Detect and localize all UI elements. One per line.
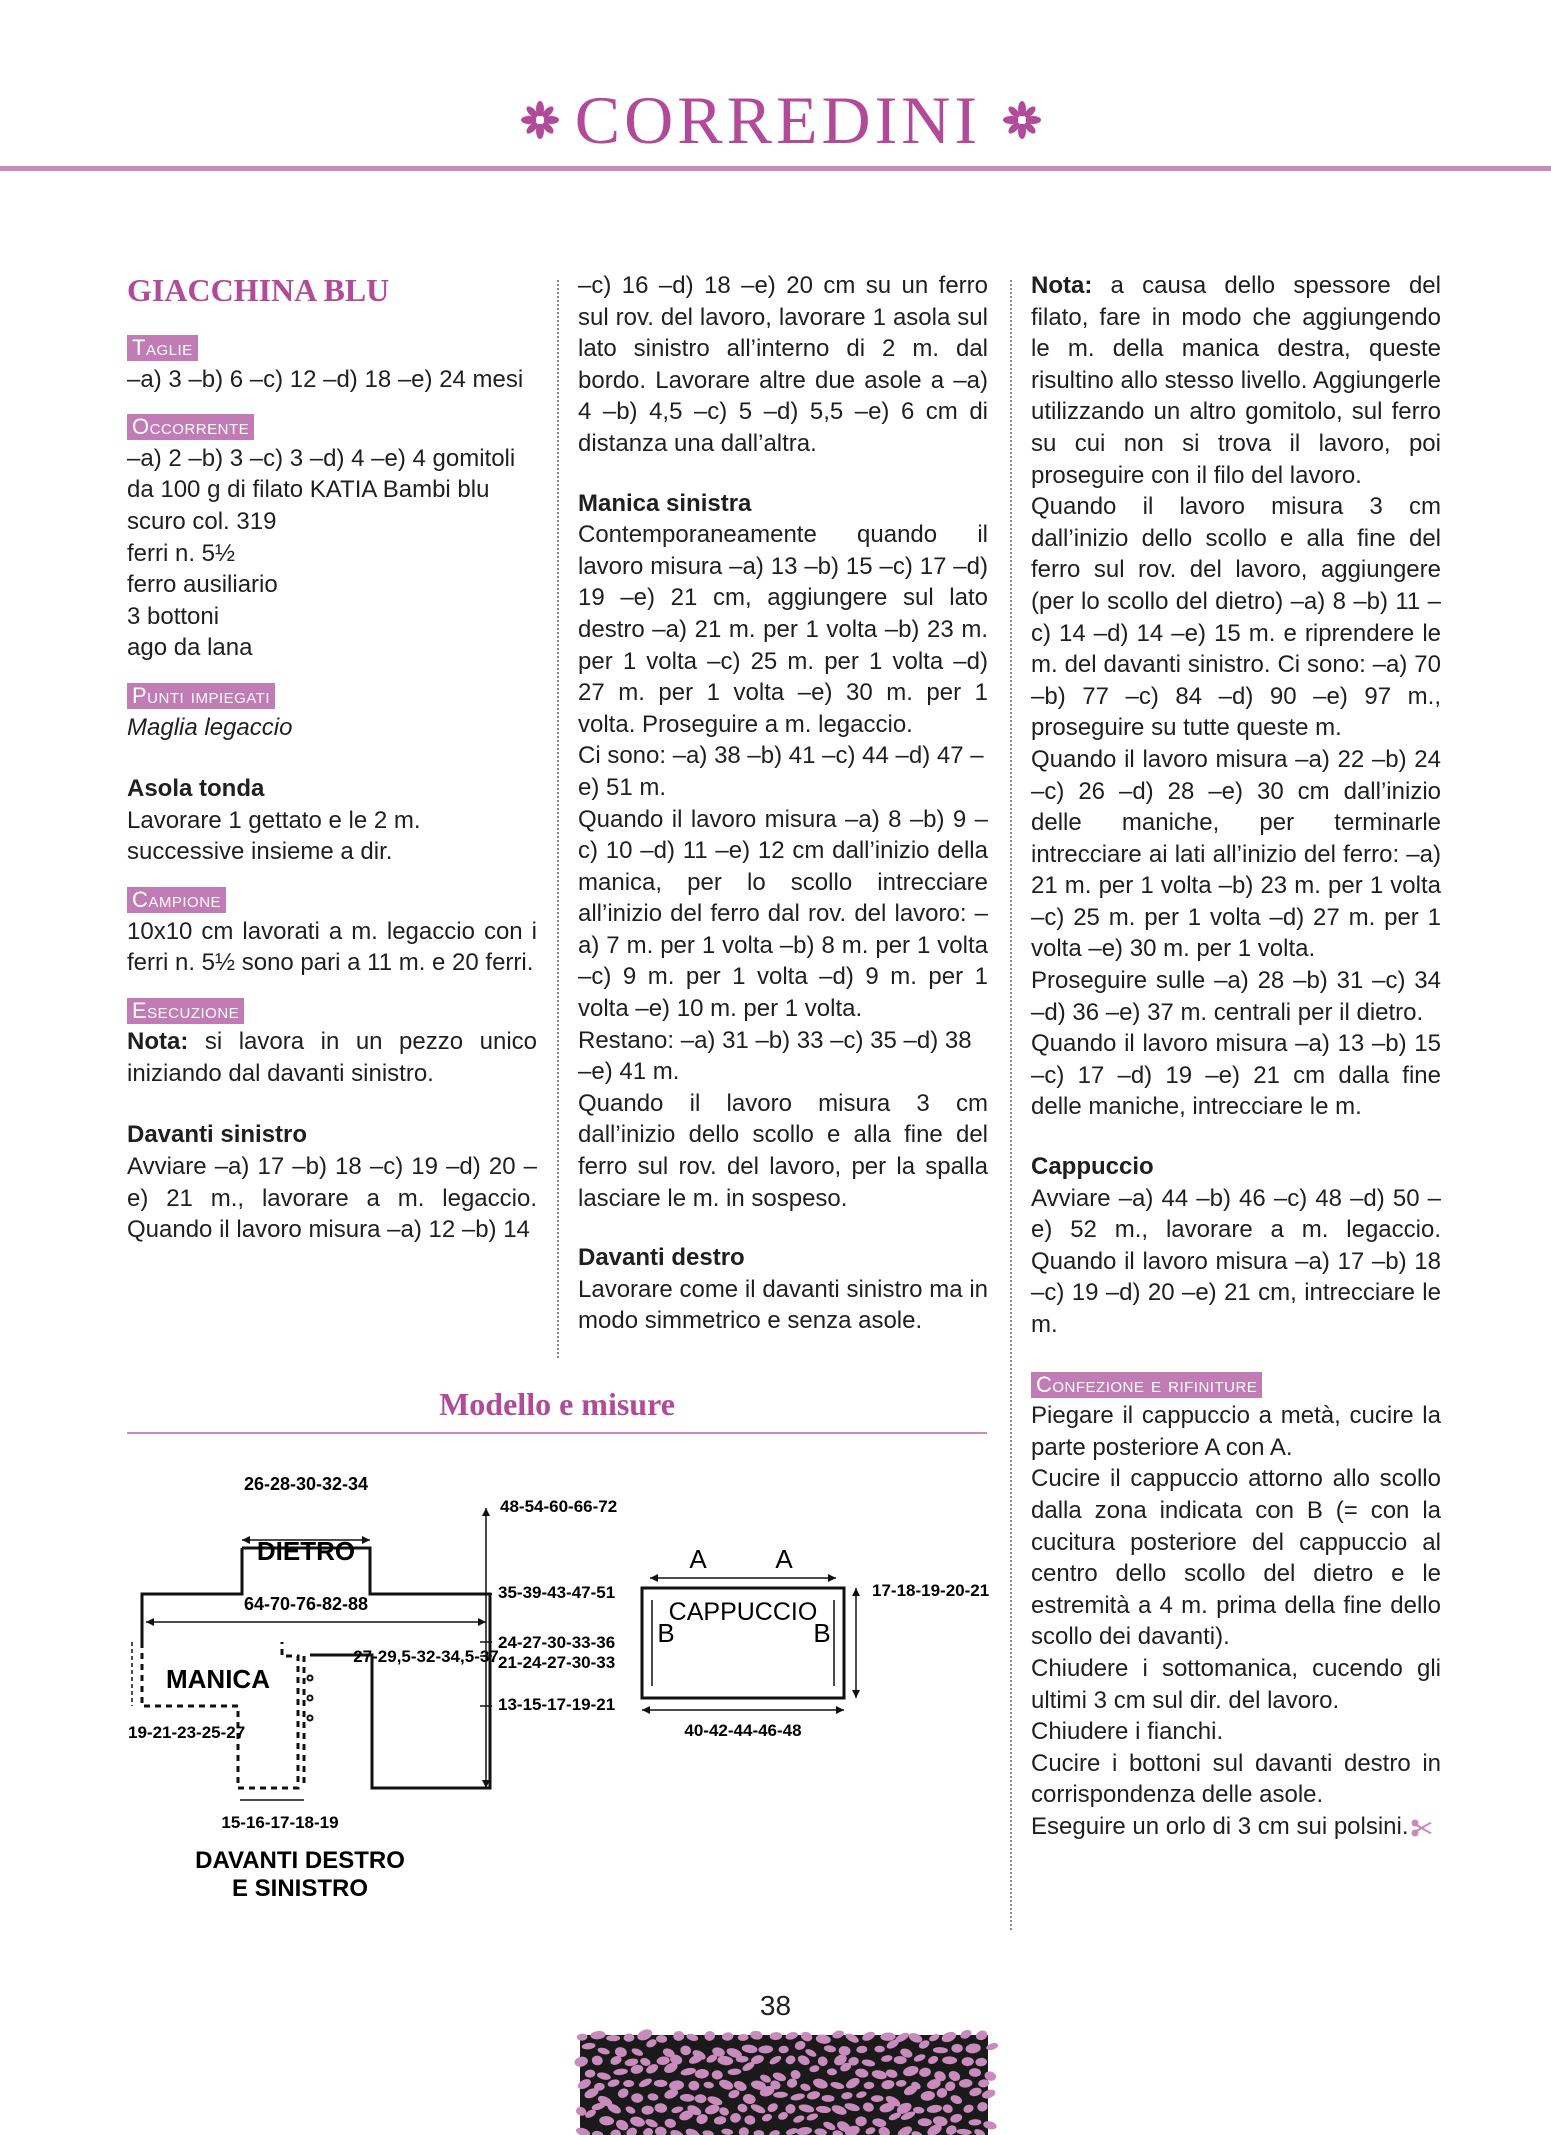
- confezione-paragraph: Cucire i bottoni sul davanti destro in corrispondenza delle asole.: [1031, 1749, 1441, 1809]
- davanti-label-line2: E SINISTRO: [231, 1875, 369, 1902]
- height-4-label: 13-15-17-19-21: [498, 1695, 616, 1714]
- hood-a-right-label: A: [775, 1544, 793, 1574]
- section-tag-punti: Punti impiegati: [127, 683, 275, 709]
- punti-text: Maglia legaccio: [127, 713, 293, 741]
- col3-paragraph: Quando il lavoro misura –a) 13 –b) 15 –c) 17 –d) 19 –e) 21 cm dalla fine delle maniche, intrecciare le m.: [1031, 1030, 1441, 1121]
- davanti-label-line1: DAVANTI DESTRO: [195, 1847, 405, 1874]
- davanti-sinistro-text: Avviare –a) 17 –b) 18 –c) 19 –d) 20 –e) 21 m., lavorare a m. legaccio. Quando il lavoro misura –a) 12 –b) 14: [127, 1153, 537, 1244]
- occorrente-line: 3 bottoni: [127, 602, 220, 630]
- nota-label: Nota:: [127, 1028, 189, 1056]
- page-title: CORREDINI: [574, 82, 981, 158]
- section-tag-campione: Campione: [127, 887, 226, 913]
- page-number: 38: [759, 1990, 792, 2021]
- nota-label: Nota:: [1031, 272, 1093, 299]
- occorrente-line: –a) 2 –b) 3 –c) 3 –d) 4 –e) 4 gomitoli: [127, 444, 516, 472]
- confezione-last-line: Eseguire un orlo di 3 cm sui polsini.: [1031, 1812, 1409, 1840]
- column-divider: [1010, 280, 1012, 1930]
- campione-text: 10x10 cm lavorati a m. legaccio con i ferri n. 5½ sono pari a 11 m. e 20 ferri.: [127, 917, 537, 977]
- manica-sinistra-title: Manica sinistra: [578, 489, 752, 517]
- taglie-text: –a) 3 –b) 6 –c) 12 –d) 18 –e) 24 mesi: [127, 365, 524, 393]
- occorrente-line: da 100 g di filato KATIA Bambi blu: [127, 476, 490, 504]
- column-1: [127, 270, 537, 1262]
- confezione-paragraph: Piegare il cappuccio a metà, cucire la parte posteriore A con A.: [1031, 1402, 1441, 1461]
- davanti-destro-text: Lavorare come il davanti sinistro ma in modo simmetrico e senza asole.: [578, 1275, 988, 1335]
- confezione-paragraph: Chiudere i sottomanica, cucendo gli ultimi 3 cm sul dir. del lavoro.: [1031, 1654, 1441, 1714]
- height-2-label: 24-27-30-33-36: [498, 1633, 616, 1652]
- confezione-paragraph: Chiudere i fianchi.: [1031, 1718, 1224, 1746]
- manica-paragraph: Ci sono: –a) 38 –b) 41 –c) 44 –d) 47 –e) 51 m.: [578, 742, 984, 801]
- column-2: [578, 270, 988, 1337]
- height-1-label: 35-39-43-47-51: [498, 1583, 616, 1602]
- col3-paragraph: Quando il lavoro misura –a) 22 –b) 24 –c) 26 –d) 28 –e) 30 cm dall’inizio delle maniche, per terminarle intrecciare ai lati all’inizio del ferro: –a) 21 m. per 1 volta –b) 23 m. per 1 volta –c) 25 m. per 1 volta –d) 27 m. per 1 volta –e) 30 m. per 1 volta.: [1031, 745, 1441, 963]
- nota-text: si lavora in un pezzo unico iniziando dal davanti sinistro.: [127, 1028, 537, 1087]
- section-tag-confezione: Confezione e rifiniture: [1031, 1372, 1262, 1398]
- flower-ornament-icon: [520, 100, 560, 140]
- diagram-section-title: Modello e misure: [439, 1386, 675, 1422]
- diagram-title-rule: [127, 1432, 987, 1434]
- cappuccio-label: CAPPUCCIO: [668, 1598, 818, 1626]
- cappuccio-text: Avviare –a) 44 –b) 46 –c) 48 –d) 50 –e) 52 m., lavorare a m. legaccio. Quando il lavoro misura –a) 17 –b) 18 –c) 19 –d) 20 –e) 21 cm, intrecciare le m.: [1031, 1184, 1441, 1338]
- occorrente-line: ago da lana: [127, 634, 253, 662]
- manica-paragraph: Contemporaneamente quando il lavoro misura –a) 13 –b) 15 –c) 17 –d) 19 –e) 21 cm, aggiungere sul lato destro –a) 21 m. per 1 volta –b) 23 m. per 1 volta –c) 25 m. per 1 volta –d) 27 m. per 1 volta –e) 30 m. per 1 volta. Proseguire a m. legaccio.: [578, 521, 988, 738]
- cap-height-label: 17-18-19-20-21: [872, 1581, 990, 1600]
- continued-text: –c) 16 –d) 18 –e) 20 cm su un ferro sul rov. del lavoro, lavorare 1 asola sul lato sinistro all’interno di 2 m. dal bordo. Lavorare altre due asole a –a) 4 –b) 4,5 –c) 5 –d) 5,5 –e) 6 cm di distanza una dall’altra.: [578, 272, 988, 457]
- asola-text: Lavorare 1 gettato e le 2 m. successive insieme a dir.: [127, 806, 421, 866]
- pattern-title: GIACCHINA BLU: [127, 272, 390, 308]
- sleeve-inner-label: 27-29,5-32-34,5-37: [353, 1647, 499, 1666]
- column-3: [1031, 270, 1441, 1859]
- section-tag-occorrente: Occorrente: [127, 414, 254, 440]
- col3-paragraph: Quando il lavoro misura 3 cm dall’inizio dello scollo e alla fine del ferro sul rov. del lavoro, aggiungere (per lo scollo del dietro) –a) 8 –b) 11 –c) 14 –d) 14 –e) 15 m. e riprendere le m. del davanti sinistro. Ci sono: –a) 70 –b) 77 –c) 84 –d) 90 –e) 97 m., proseguire su tutte queste m.: [1031, 493, 1441, 742]
- full-width-label: 64-70-76-82-88: [243, 1594, 369, 1614]
- nota-text: a causa dello spessore del filato, fare in modo che aggiungendo le m. della manica destra, queste risultino allo stesso livello. Aggiungerle utilizzando un altro gomitolo, sul ferro su cui non si trova il lavoro, poi proseguire con il filo del lavoro.: [1031, 272, 1441, 489]
- hood-b-left-label: B: [657, 1618, 675, 1648]
- davanti-sinistro-title: Davanti sinistro: [127, 1121, 308, 1149]
- top-width-label: 26-28-30-32-34: [243, 1474, 369, 1494]
- hood-b-right-label: B: [813, 1618, 831, 1648]
- page-header: [0, 80, 1551, 170]
- section-tag-esecuzione: Esecuzione: [127, 998, 244, 1024]
- davanti-destro-title: Davanti destro: [578, 1244, 745, 1272]
- cuff-label: 19-21-23-25-27: [128, 1723, 246, 1742]
- knit-texture-image: [580, 2035, 988, 2135]
- end-scissors-icon: [1411, 1819, 1433, 1837]
- header-divider: [0, 166, 1551, 171]
- occorrente-line: ferro ausiliario: [127, 571, 278, 599]
- height-3-label: 21-24-27-30-33: [498, 1653, 616, 1672]
- manica-paragraph: Restano: –a) 31 –b) 33 –c) 35 –d) 38 –e) 41 m.: [578, 1026, 972, 1086]
- flower-ornament-icon: [1002, 100, 1042, 140]
- column-divider: [557, 280, 559, 1358]
- section-tag-taglie: Taglie: [127, 335, 198, 361]
- height-total-label: 48-54-60-66-72: [500, 1497, 618, 1516]
- dietro-label: DIETRO: [256, 1536, 356, 1566]
- cappuccio-title: Cappuccio: [1031, 1153, 1154, 1181]
- occorrente-line: ferri n. 5½: [127, 539, 236, 567]
- occorrente-line: scuro col. 319: [127, 507, 277, 535]
- schematic-diagram: [120, 1460, 1000, 1902]
- confezione-paragraph: Cucire il cappuccio attorno allo scollo dalla zona indicata con B (= con la cucitura posteriore del cappuccio al centro dello scollo del dietro e le estremità a 4 m. prima della fine dello scollo dei davanti).: [1031, 1465, 1441, 1651]
- hood-a-left-label: A: [689, 1544, 707, 1574]
- esecuzione-note: [127, 1026, 537, 1089]
- manica-paragraph: Quando il lavoro misura 3 cm dall’inizio dello scollo e alla fine del ferro sul rov. del lavoro, per la spalla lasciare le m. in sospeso.: [578, 1089, 988, 1212]
- manica-paragraph: Quando il lavoro misura –a) 8 –b) 9 –c) 10 –d) 11 –e) 12 cm dall’inizio della manica, per lo scollo intrecciare all’inizio del ferro dal rov. del lavoro: –a) 7 m. per 1 volta –b) 8 m. per 1 volta –c) 9 m. per 1 volta –d) 9 m. per 1 volta –e) 10 m. per 1 volta.: [578, 805, 988, 1023]
- confezione-paragraph: [1031, 1811, 1441, 1843]
- col3-paragraph: Proseguire sulle –a) 28 –b) 31 –c) 34 –d) 36 –e) 37 m. centrali per il dietro.: [1031, 967, 1441, 1026]
- asola-title: Asola tonda: [127, 775, 265, 803]
- bottom-width-label: 15-16-17-18-19: [221, 1813, 339, 1832]
- cap-width-label: 40-42-44-46-48: [684, 1721, 802, 1740]
- manica-label: MANICA: [166, 1664, 270, 1694]
- col3-note: [1031, 270, 1441, 491]
